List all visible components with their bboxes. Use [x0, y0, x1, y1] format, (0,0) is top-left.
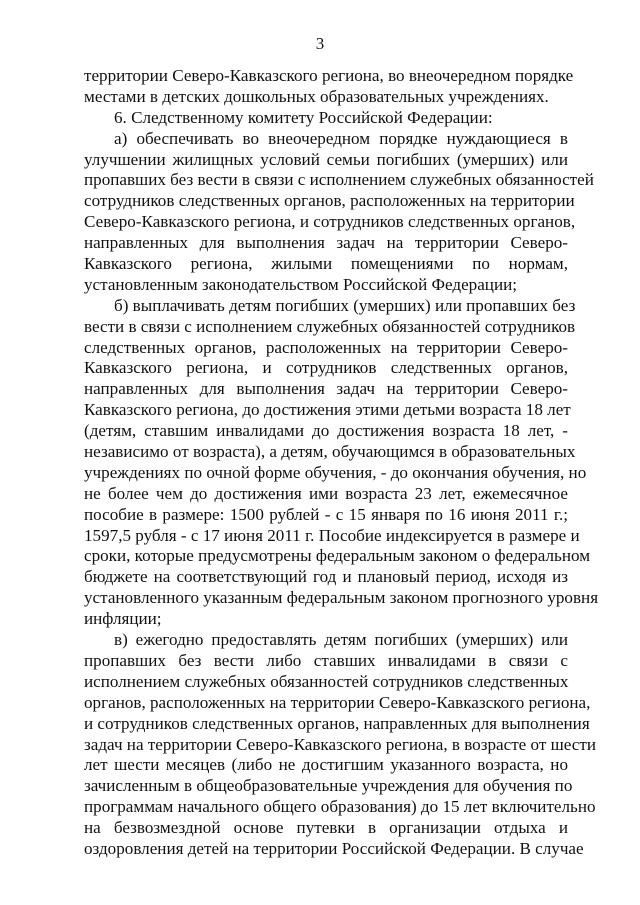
text-line: исполнением служебных обязанностей сотрудников следственных	[84, 671, 569, 691]
text-line: (детям, ставшим инвалидами до достижения возраста 18 лет, -	[84, 421, 568, 441]
text-line: пропавших без вести в связи с исполнением служебных обязанностей	[84, 170, 594, 190]
document-body	[84, 66, 599, 860]
text-line: Северо-Кавказского региона, и сотрудников следственных органов,	[84, 212, 576, 232]
text-line: Кавказского региона, и сотрудников следственных органов,	[84, 358, 568, 378]
text-line: пропавших без вести либо ставших инвалидами в связи с	[84, 650, 568, 670]
text-line: а) обеспечивать во внеочередном порядке нуждающиеся в	[114, 128, 568, 148]
text-line: Кавказского региона, жилыми помещениями по нормам,	[84, 254, 568, 274]
text-line: не более чем до достижения ими возраста 23 лет, ежемесячное	[84, 483, 568, 503]
text-line: независимо от возраста), а детям, обучающимся в образовательных	[84, 442, 576, 462]
text-line: улучшении жилищных условий семьи погибших (умерших) или	[84, 149, 568, 169]
text-line: направленных для выполнения задач на территории Северо-	[84, 379, 568, 399]
text-line: зачисленным в общеобразовательные учреждения для обучения по	[84, 776, 573, 796]
text-line: задач на территории Северо-Кавказского региона, в возрасте от шести	[84, 734, 596, 754]
text-line: пособие в размере: 1500 рублей - с 15 января по 16 июня 2011 г.;	[84, 504, 568, 524]
text-line: Кавказского региона, до достижения этими детьми возраста 18 лет	[84, 400, 571, 420]
text-line: и сотрудников следственных органов, направленных для выполнения	[84, 713, 590, 733]
text-line: установленного указанным федеральным законом прогнозного уровня	[84, 588, 599, 608]
text-line: органов, расположенных на территории Северо-Кавказского региона,	[84, 692, 591, 712]
text-line: б) выплачивать детям погибших (умерших) или пропавших без	[114, 295, 576, 315]
text-line: на безвозмездной основе путевки в организации отдыха и	[84, 818, 568, 838]
text-line: 1597,5 рубля - с 17 июня 2011 г. Пособие индексируется в размере и	[84, 525, 580, 545]
page-number: 3	[315, 34, 325, 53]
text-line: местами в детских дошкольных образовательных учреждениях.	[84, 86, 549, 106]
text-line: сроки, которые предусмотрены федеральным законом о федеральном	[84, 546, 591, 566]
text-line: в) ежегодно предоставлять детям погибших (умерших) или	[114, 630, 568, 650]
text-line: бюджете на соответствующий год и плановый период, исходя из	[84, 567, 568, 587]
text-line: программам начального общего образования) до 15 лет включительно	[84, 797, 596, 817]
text-line: лет шести месяцев (либо не достигшим указанного возраста, но	[84, 755, 568, 775]
text-line: территории Северо-Кавказского региона, во внеочередном порядке	[84, 66, 574, 85]
text-line: учреждениях по очной форме обучения, - до окончания обучения, но	[84, 462, 587, 482]
text-line: оздоровления детей на территории Российской Федерации. В случае	[84, 838, 584, 858]
text-line: инфляции;	[84, 609, 162, 629]
text-line: установленным законодательством Российской Федерации;	[84, 274, 517, 294]
text-line: сотрудников следственных органов, расположенных на территории	[84, 191, 575, 211]
text-line: вести в связи с исполнением служебных обязанностей сотрудников	[84, 316, 576, 336]
text-line: направленных для выполнения задач на территории Северо-	[84, 233, 568, 253]
text-line: следственных органов, расположенных на территории Северо-	[84, 337, 568, 357]
text-line: 6. Следственному комитету Российской Федерации:	[114, 107, 493, 127]
